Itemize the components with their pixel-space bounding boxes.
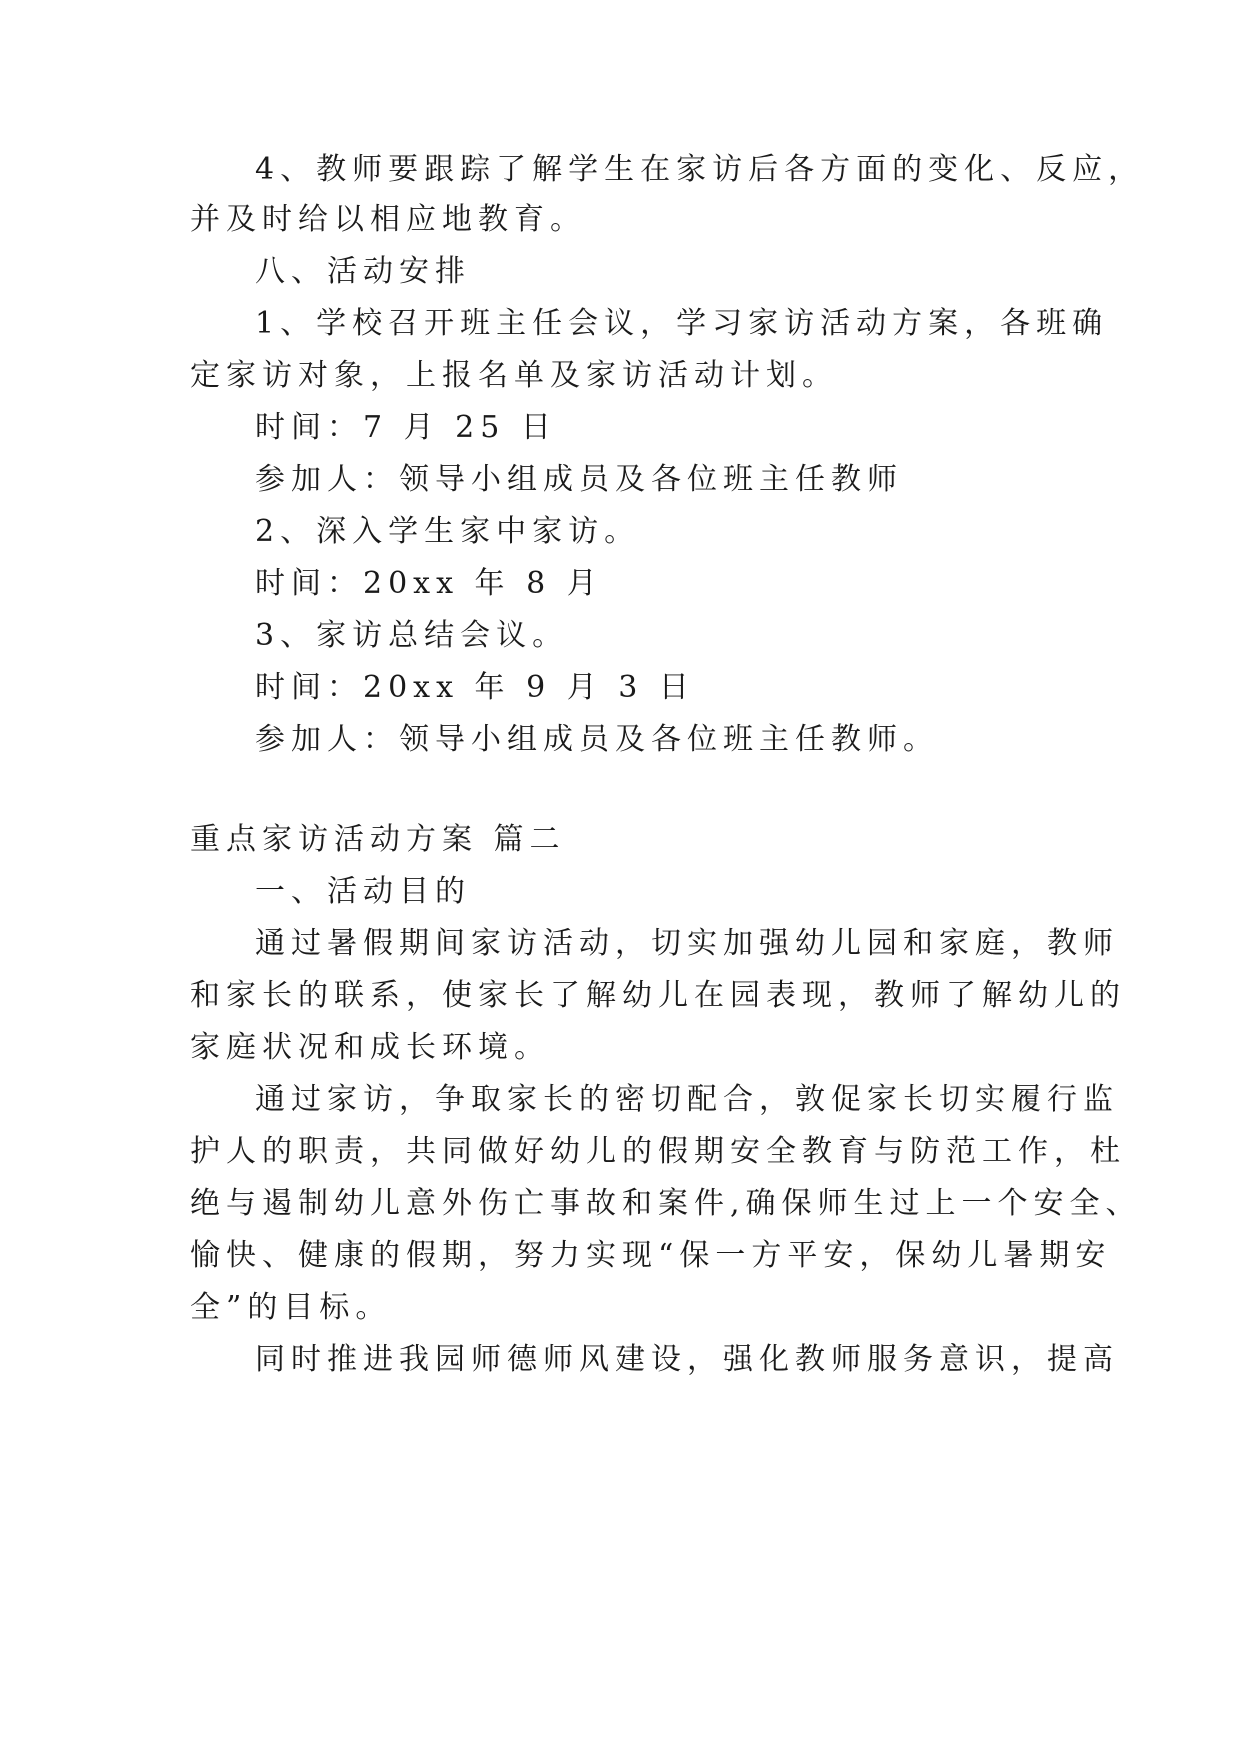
- paragraph-line: 参加人：领导小组成员及各位班主任教师: [255, 462, 903, 497]
- paragraph-line: 时间：7 月 25 日: [255, 410, 557, 445]
- paragraph-line: 并及时给以相应地教育。: [190, 202, 586, 237]
- paragraph-line: 全”的目标。: [190, 1290, 392, 1325]
- paragraph-line: 时间：20xx 年 9 月 3 日: [255, 670, 695, 705]
- paragraph-line: 1、学校召开班主任会议，学习家访活动方案，各班确: [255, 306, 1109, 341]
- paragraph-line: 绝与遏制幼儿意外伤亡事故和案件,确保师生过上一个安全、: [190, 1186, 1142, 1221]
- paragraph-line: 和家长的联系，使家长了解幼儿在园表现，教师了解幼儿的: [190, 978, 1126, 1013]
- section-heading: 一、活动目的: [255, 874, 471, 909]
- section-heading: 八、活动安排: [255, 254, 471, 289]
- paragraph-line: 2、深入学生家中家访。: [255, 514, 641, 549]
- paragraph-line: 愉快、健康的假期，努力实现“保一方平安，保幼儿暑期安: [190, 1238, 1112, 1273]
- paragraph-line: 参加人：领导小组成员及各位班主任教师。: [255, 722, 939, 757]
- paragraph-line: 通过家访，争取家长的密切配合，敦促家长切实履行监: [255, 1082, 1119, 1117]
- paragraph-line: 家庭状况和成长环境。: [190, 1030, 550, 1065]
- document-section-title: 重点家访活动方案 篇二: [190, 822, 566, 857]
- paragraph-line: 通过暑假期间家访活动，切实加强幼儿园和家庭，教师: [255, 926, 1119, 961]
- paragraph-line: 护人的职责，共同做好幼儿的假期安全教育与防范工作，杜: [190, 1134, 1126, 1169]
- paragraph-line: 3、家访总结会议。: [255, 618, 569, 653]
- paragraph-line: 定家访对象，上报名单及家访活动计划。: [190, 358, 838, 393]
- paragraph-line: 4、教师要跟踪了解学生在家访后各方面的变化、反应，: [255, 152, 1145, 187]
- paragraph-line: 同时推进我园师德师风建设，强化教师服务意识，提高: [255, 1342, 1119, 1377]
- paragraph-line: 时间：20xx 年 8 月: [255, 566, 603, 601]
